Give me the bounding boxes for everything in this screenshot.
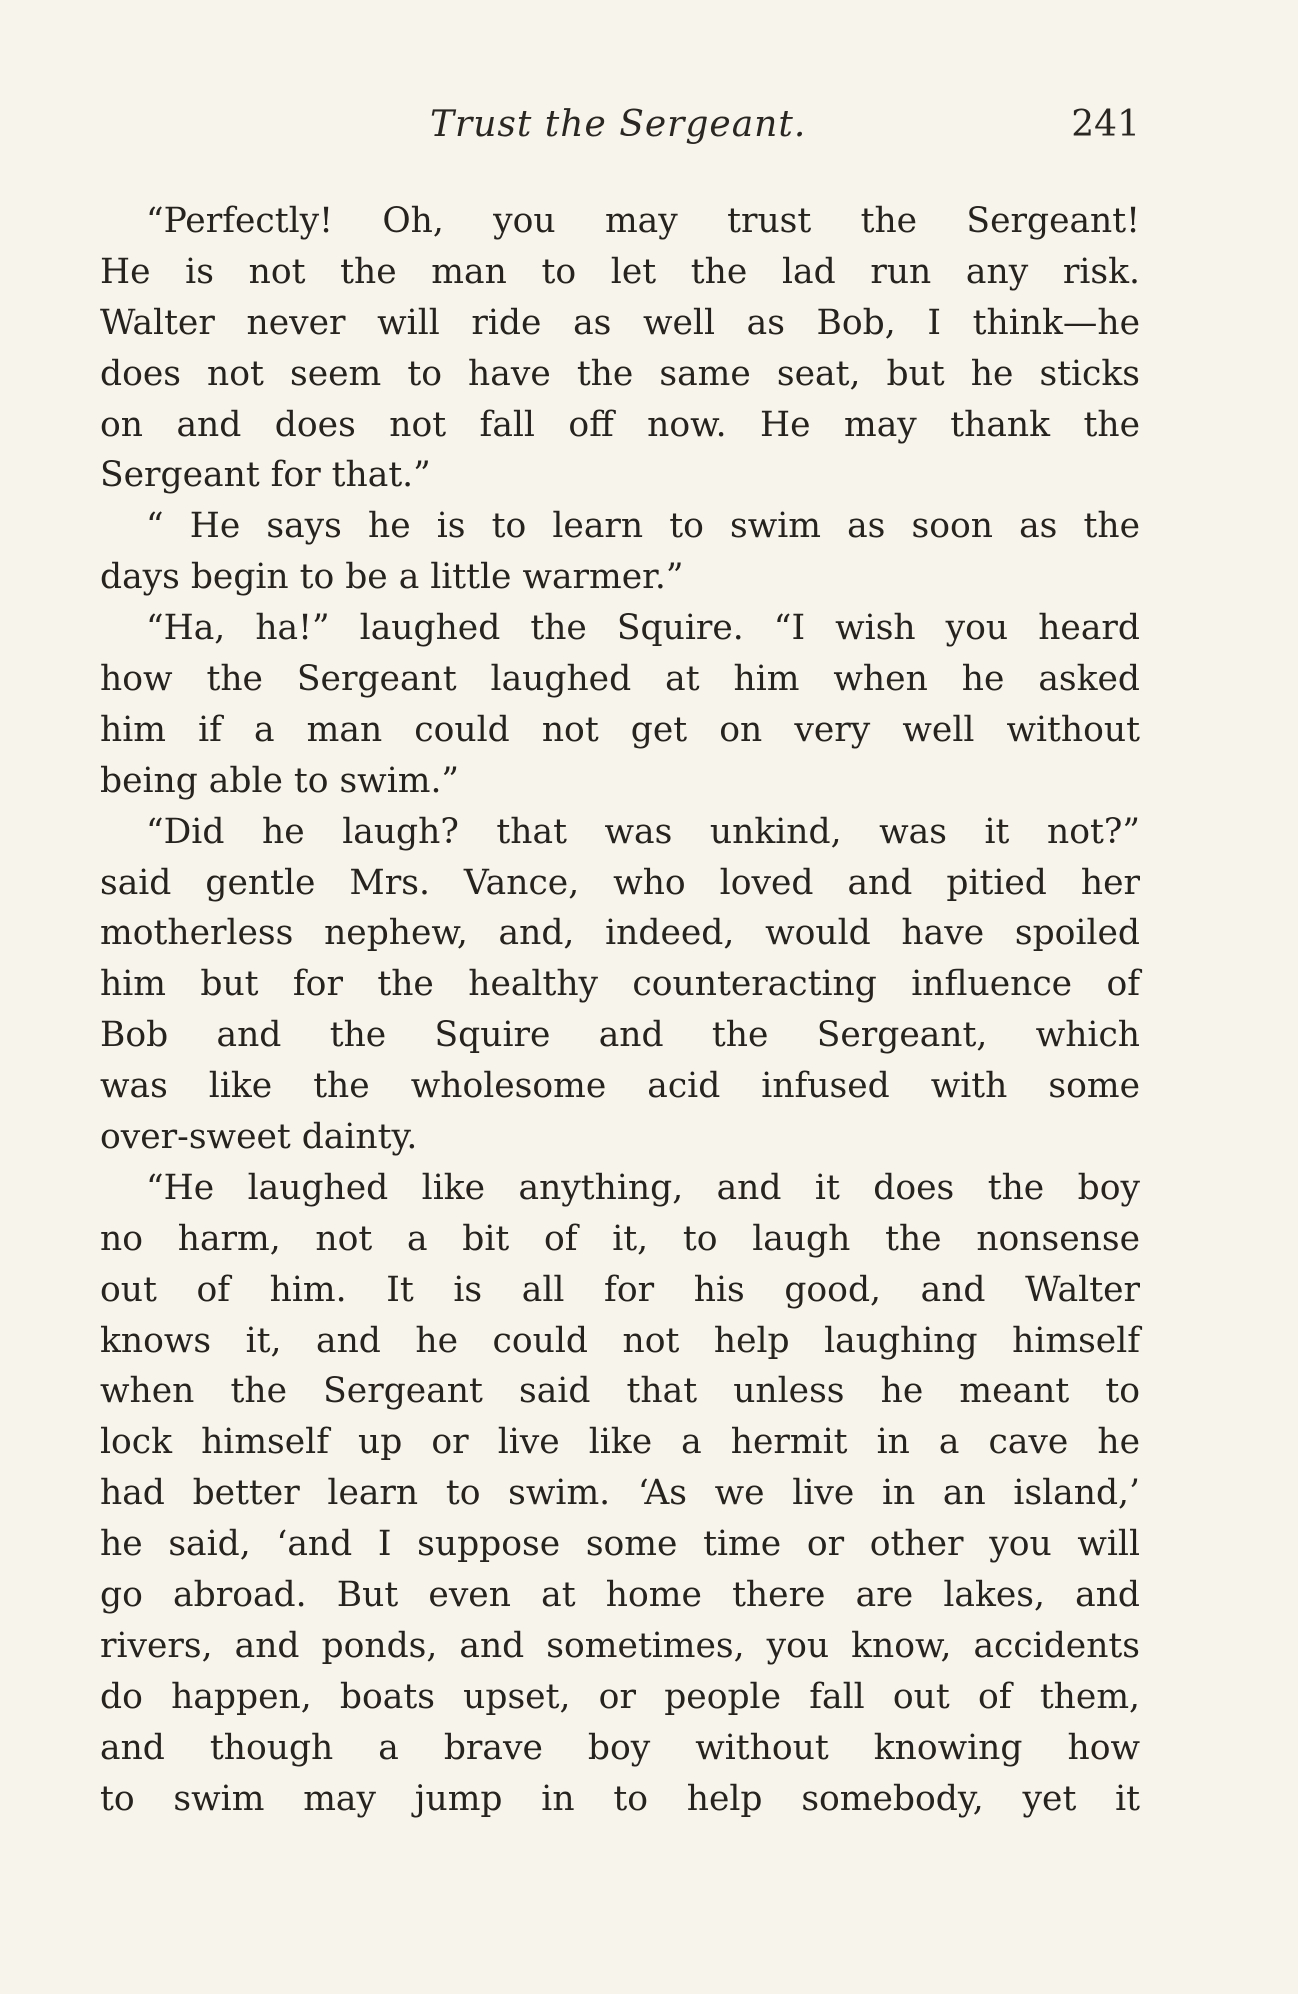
text-line: knows it, and he could not help laughing himself	[100, 1320, 1140, 1361]
text-line: lock himself up or live like a hermit in a cave he	[100, 1422, 1140, 1463]
text-line: “Ha, ha!” laughed the Squire. “I wish you heard	[146, 608, 1140, 649]
text-line: when the Sergeant said that unless he meant to	[100, 1371, 1140, 1412]
text-line: him but for the healthy counteracting influence of	[100, 964, 1140, 1005]
text-line: rivers, and ponds, and sometimes, you know, accidents	[100, 1625, 1140, 1666]
text-line: no harm, not a bit of it, to laugh the nonsense	[100, 1218, 1140, 1259]
text-line: motherless nephew, and, indeed, would have spoiled	[100, 913, 1140, 954]
text-line: he said, ‘and I suppose some time or other you will	[100, 1524, 1140, 1565]
text-line: him if a man could not get on very well without	[100, 709, 1140, 750]
text-line: go abroad. But even at home there are lakes, and	[100, 1575, 1140, 1616]
text-line: He is not the man to let the lad run any risk.	[100, 251, 1140, 292]
running-title: Trust the Sergeant.	[430, 104, 807, 145]
text-line: “He laughed like anything, and it does the boy	[146, 1167, 1140, 1208]
text-line: do happen, boats upset, or people fall out of them,	[100, 1676, 1140, 1717]
text-line: “ He says he is to learn to swim as soon as the	[146, 506, 1140, 547]
text-line: on and does not fall off now. He may thank the	[100, 404, 1140, 445]
text-line: out of him. It is all for his good, and Walter	[100, 1269, 1140, 1310]
text-line: Sergeant for that.”	[100, 455, 431, 496]
text-line: and though a brave boy without knowing how	[100, 1727, 1140, 1768]
body-text	[100, 196, 1140, 1825]
text-line: Bob and the Squire and the Sergeant, which	[100, 1015, 1140, 1056]
text-line: “Perfectly! Oh, you may trust the Sergeant!	[146, 201, 1140, 241]
text-line: over-sweet dainty.	[100, 1117, 418, 1158]
text-line: days begin to be a little warmer.”	[100, 557, 684, 598]
text-line: was like the wholesome acid infused with some	[100, 1066, 1140, 1107]
running-head	[100, 104, 1140, 164]
text-line: “Did he laugh? that was unkind, was it not?”	[146, 811, 1140, 852]
text-line: does not seem to have the same seat, but he sticks	[100, 353, 1140, 394]
text-line: to swim may jump in to help somebody, yet it	[100, 1778, 1140, 1819]
text-line: said gentle Mrs. Vance, who loved and pitied her	[100, 862, 1140, 903]
text-line: had better learn to swim. ‘As we live in an island,’	[100, 1473, 1140, 1514]
text-line: being able to swim.”	[100, 760, 460, 801]
text-line: Walter never will ride as well as Bob, I think—he	[100, 302, 1140, 343]
page-number: 241	[1071, 104, 1140, 145]
text-line: how the Sergeant laughed at him when he asked	[100, 659, 1140, 700]
